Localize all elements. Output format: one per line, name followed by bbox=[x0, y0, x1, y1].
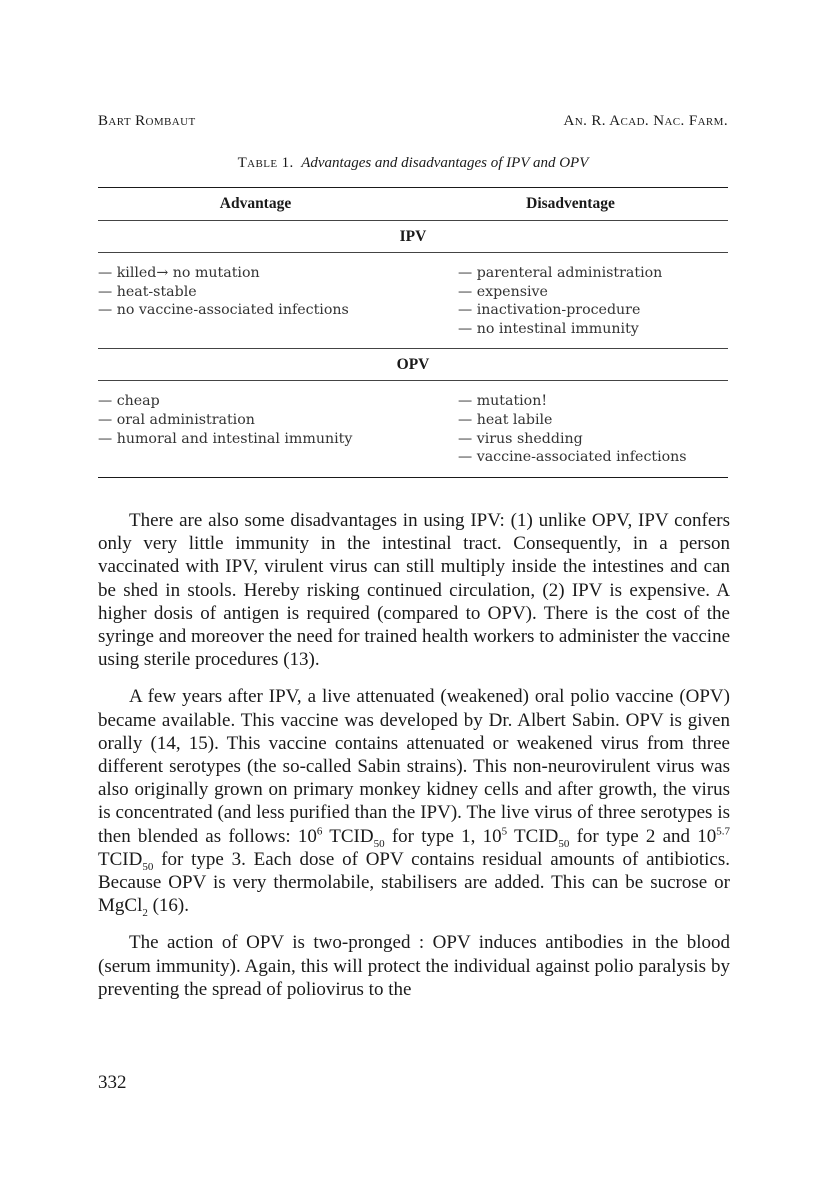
body-text bbox=[98, 509, 730, 1015]
list-item: — no vaccine-associated infections bbox=[98, 302, 349, 319]
list-item: — mutation! bbox=[458, 393, 548, 410]
list-item: — parenteral administration bbox=[458, 265, 663, 281]
table-header-row bbox=[98, 188, 728, 220]
subscript: 50 bbox=[373, 837, 385, 850]
ipv-disadvantages-cell bbox=[458, 264, 728, 338]
section-heading-ipv: IPV bbox=[399, 227, 427, 245]
list-item: — oral administration bbox=[98, 411, 255, 428]
list-item: — cheap bbox=[98, 393, 160, 410]
list-item: — humoral and intestinal immunity bbox=[98, 430, 353, 447]
column-header-disadvantage: Disadventage bbox=[526, 195, 615, 212]
table-row-opv bbox=[98, 381, 728, 476]
subscript: 50 bbox=[142, 860, 154, 873]
text-run: (16). bbox=[147, 895, 190, 917]
text-run: TCID bbox=[322, 825, 374, 847]
list-item: — expensive bbox=[458, 283, 548, 300]
paragraph-2 bbox=[98, 685, 731, 920]
superscript: 5 bbox=[501, 825, 508, 838]
running-head-journal: An. R. Acad. Nac. Farm. bbox=[563, 113, 728, 129]
list-item: — heat-stable bbox=[98, 283, 197, 300]
opv-disadvantages-cell bbox=[458, 392, 728, 466]
table-caption-text: Advantages and disadvantages of IPV and OPV bbox=[301, 155, 589, 171]
column-header-advantage: Advantage bbox=[219, 195, 292, 212]
table-bottom-rule bbox=[98, 477, 728, 478]
subscript: 50 bbox=[558, 837, 570, 850]
paragraph-3: The action of OPV is two-pronged : OPV induces antibodies in the blood (serum immunity). Again, this will protect the individual against polio paralysis by preventing the spread of poliovirus to the bbox=[98, 932, 730, 1000]
list-item: — killed→ no mutation bbox=[98, 265, 260, 281]
page-number: 332 bbox=[98, 1072, 127, 1093]
subscript: 2 bbox=[142, 907, 148, 920]
text-run: for type 1, 10 bbox=[384, 825, 502, 847]
list-item: — vaccine-associated infections bbox=[458, 449, 687, 466]
superscript: 6 bbox=[316, 825, 323, 838]
opv-advantages-cell bbox=[98, 392, 458, 466]
list-item: — heat labile bbox=[458, 411, 553, 428]
text-run: for type 2 and 10 bbox=[569, 825, 717, 847]
table-caption-label: Table 1. bbox=[237, 155, 294, 171]
text-run: TCID bbox=[98, 848, 143, 870]
ipv-advantages-cell bbox=[98, 264, 458, 338]
table-row-ipv bbox=[98, 253, 728, 348]
text-run: TCID bbox=[507, 825, 559, 847]
advantages-table bbox=[98, 187, 728, 478]
section-heading-opv: OPV bbox=[396, 355, 430, 373]
superscript: 5.7 bbox=[716, 825, 731, 838]
list-item: — no intestinal immunity bbox=[458, 320, 639, 337]
paragraph-1: There are also some disadvantages in using IPV: (1) unlike OPV, IPV confers only very little immunity in the intestinal tract. Consequently, in a person vaccinated with IPV, virulent virus can still multiply inside the intestines and can be shed in stools. Hereby risking continued circulation, (2) IPV is expensive. A higher dosis of antigen is required (compared to OPV). There is the cost of the syringe and moreover the need for trained health workers to administer the vaccine using sterile procedures (13). bbox=[98, 510, 730, 671]
running-head bbox=[98, 113, 728, 130]
text-run: A few years after IPV, a live attenuated (weakened) oral polio vaccine (OPV) became available. This vaccine was developed by Dr. Albert Sabin. OPV is given orally (14, 15). This vaccine contains attenuated or weakened virus from three different serotypes (the so-called Sabin strains). This non-neurovirulent virus was also originally grown on primary monkey kidney cells and after growth, the virus is concentrated (and less purified than the IPV). The live virus of three serotypes is then blended as follows: 10 bbox=[98, 686, 730, 847]
text-run: for type 3. Each dose of OPV contains residual amounts of antibiotics. Because OPV is very thermolabile, stabilisers are added. This can be sucrose or MgCl bbox=[98, 848, 730, 917]
table-caption bbox=[98, 155, 728, 172]
list-item: — virus shedding bbox=[458, 430, 583, 447]
list-item: — inactivation-procedure bbox=[458, 302, 641, 319]
running-head-author: Bart Rombaut bbox=[98, 113, 196, 129]
